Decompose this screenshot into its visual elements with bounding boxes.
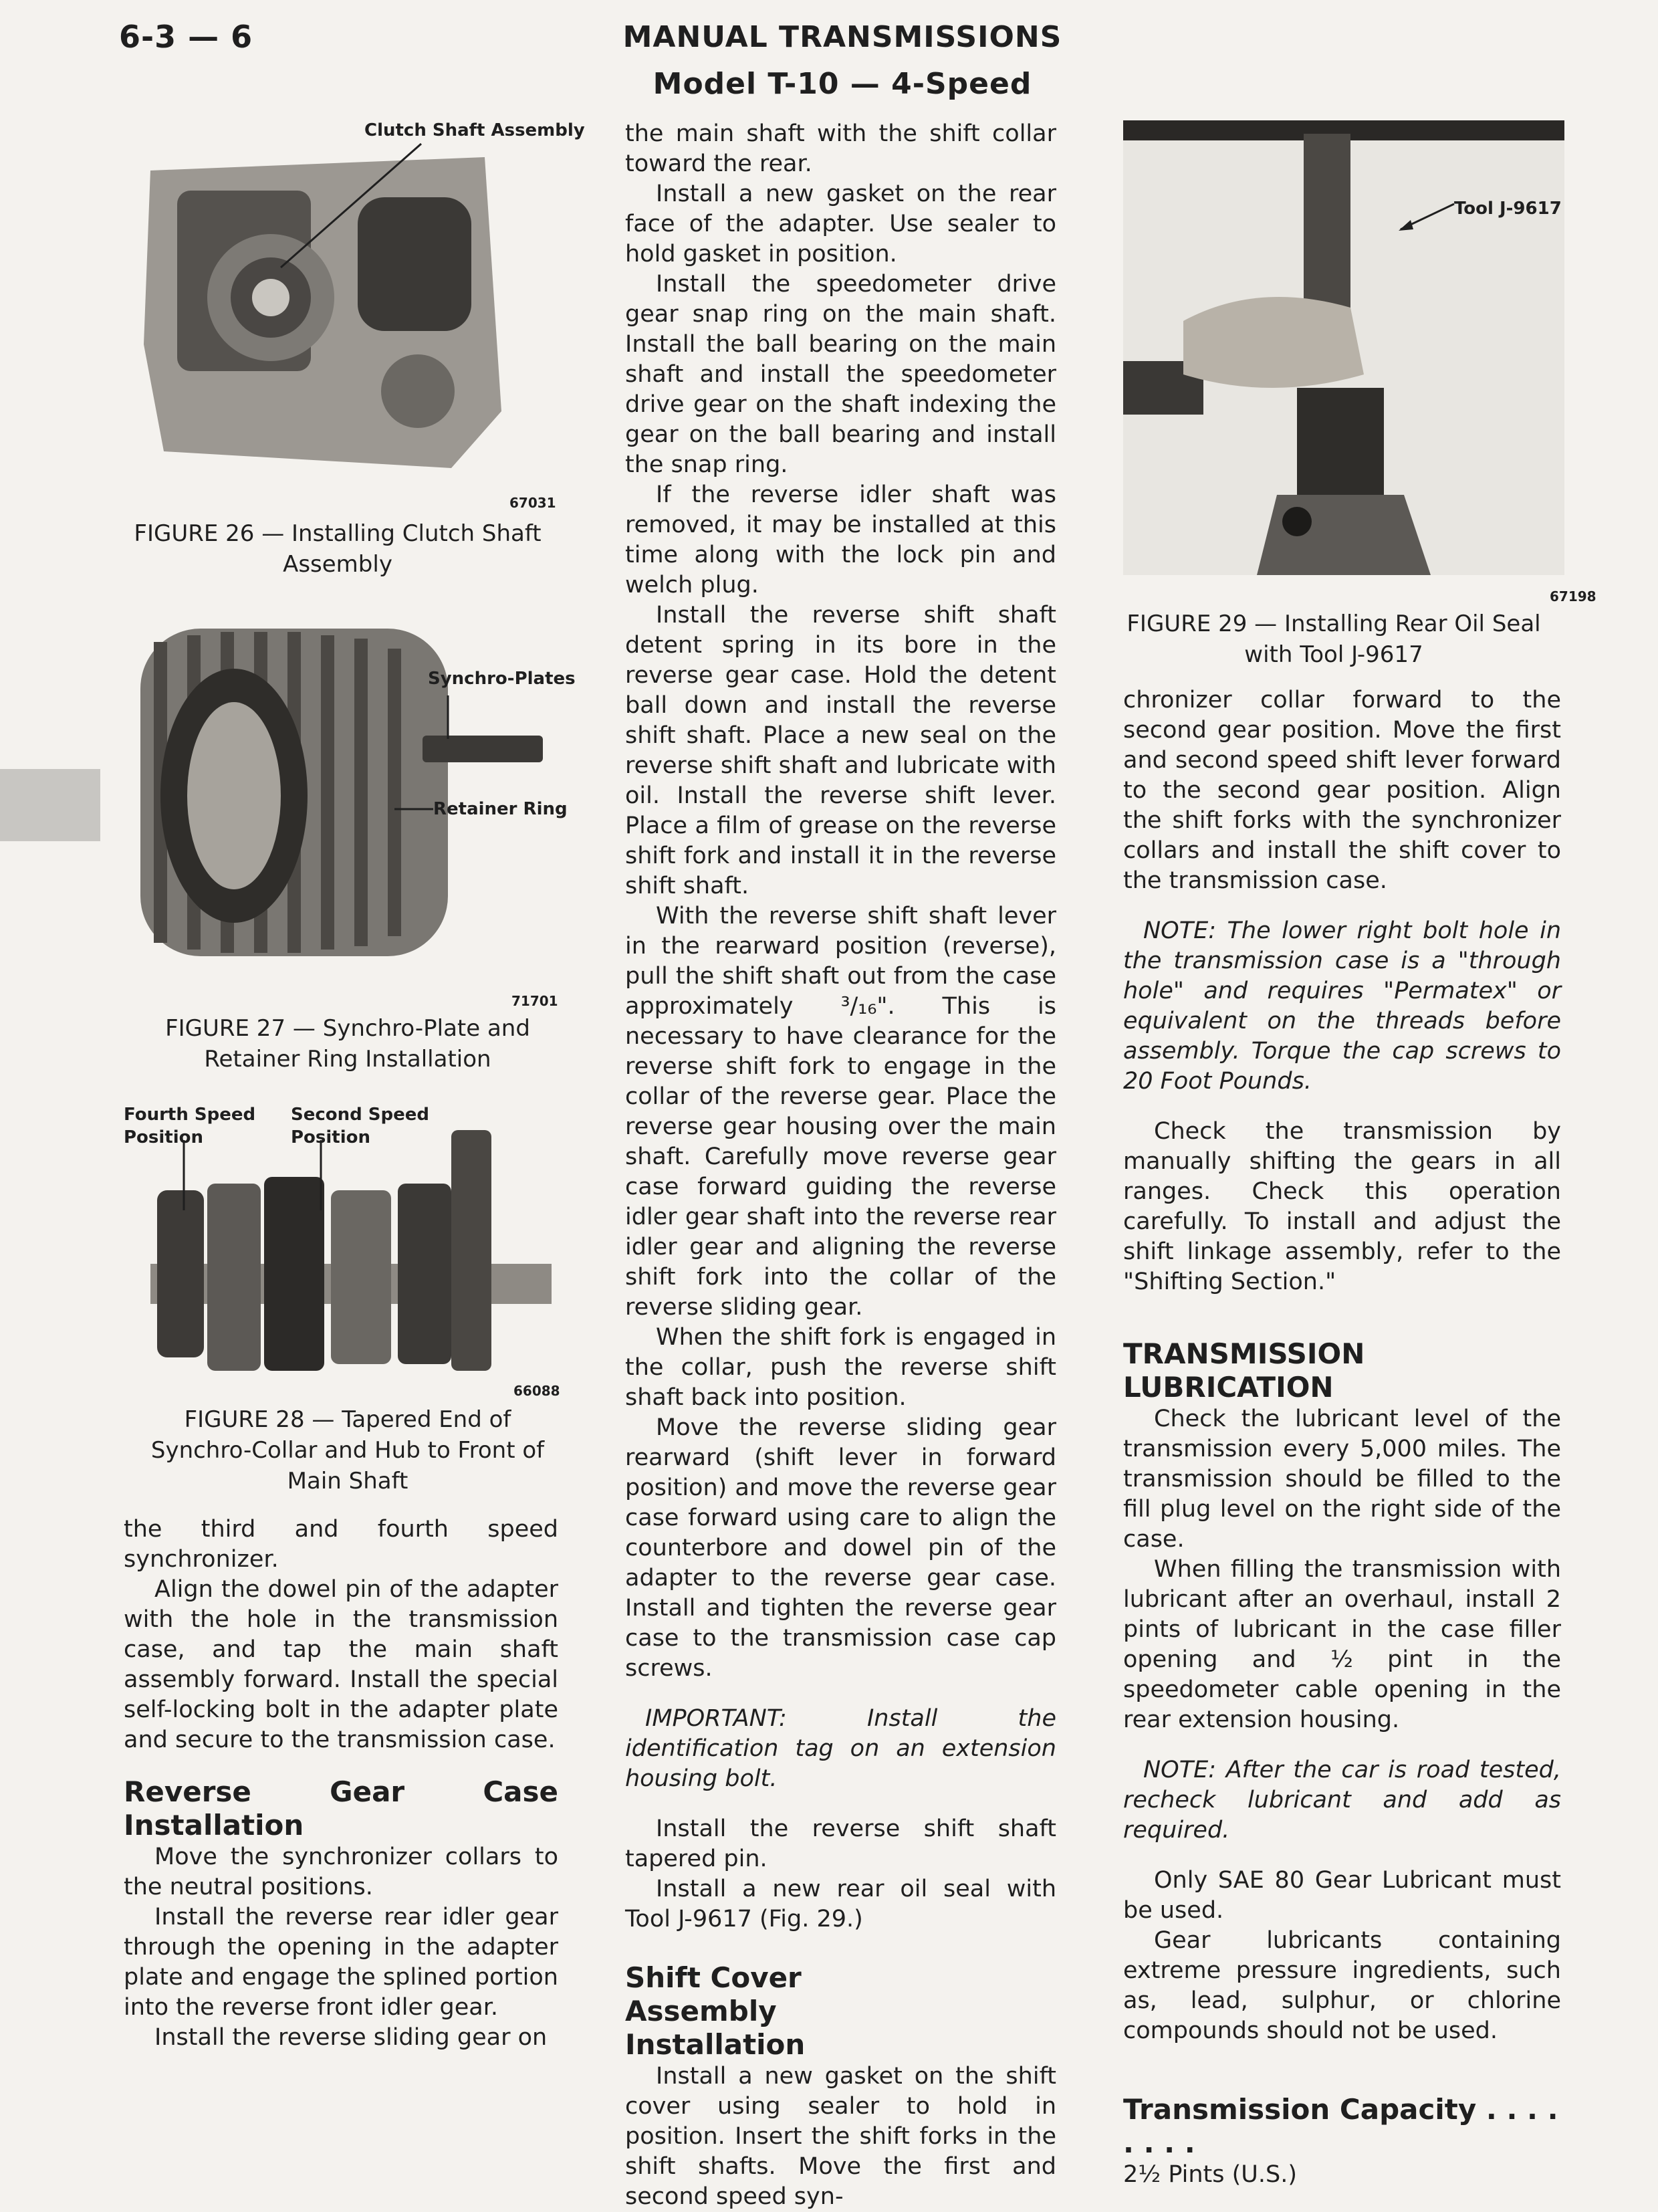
- middle-paragraph-6: With the reverse shift shaft lever in the rearward position (reverse), pull the shift shaft out from the case approximately ³/₁₆". This is necessary to have clearance for the reverse shift fork to engage in the collar of the reverse gear. Place the reverse gear housing over the main shaft. Carefully move reverse gear case forward guiding the reverse idler gear shaft into the reverse rear idler gear and aligning the reverse shift fork into the collar of the reverse sliding gear.: [625, 903, 1056, 1321]
- right-paragraph-3: Check the lubricant level of the transmission every 5,000 miles. The transmission should be filled to the fill plug level on the right side of the case.: [1123, 1406, 1561, 1553]
- reverse-gear-heading: Reverse Gear Case Installation: [124, 1775, 558, 1842]
- fig26-number: 67031: [509, 495, 556, 511]
- middle-paragraph-7: When the shift fork is engaged in the collar, push the reverse shift shaft back into position.: [625, 1324, 1056, 1411]
- fig27-leader-lines: [394, 692, 461, 819]
- fig29-leader-line: [1397, 197, 1457, 237]
- fig26-label-clutch-shaft: Clutch Shaft Assembly: [364, 120, 585, 140]
- middle-paragraph-11: Install a new gasket on the shift cover using sealer to hold in position. Insert the shift forks in the shift shafts. Move the first and second speed syn-: [625, 2063, 1056, 2210]
- fig29-caption: FIGURE 29 — Installing Rear Oil Seal with Tool J-9617: [1127, 611, 1541, 668]
- right-column: [1123, 685, 1561, 2190]
- right-paragraph-4: When filling the transmission with lubricant after an overhaul, install 2 pints of lubricant in the case filler opening and ½ pint in the speedometer cable opening in the rear extension housing.: [1123, 1556, 1561, 1733]
- rear-oil-seal-photo: [1123, 120, 1564, 575]
- capacity-heading: Transmission Capacity . . . . . . . .: [1123, 2093, 1558, 2159]
- important-note: IMPORTANT: Install the identification tag on an extension housing bolt.: [625, 1705, 1056, 1792]
- synchro-plate-photo: [114, 602, 555, 976]
- fig26-caption: FIGURE 26 — Installing Clutch Shaft Assembly: [134, 520, 542, 578]
- right-paragraph-2: Check the transmission by manually shifting the gears in all ranges. Check this operation carefully. To install and adjust the shift linkage assembly, refer to the "Shifting Section.": [1123, 1118, 1561, 1295]
- middle-paragraph-5: Install the reverse shift shaft detent spring in its bore in the reverse gear case. Hold the detent ball down and install the reverse shift shaft. Place a new seal on the reverse shift shaft and lubricate with oil. Install the reverse shift lever. Place a film of grease on the reverse shift fork and install it in the reverse shift shaft.: [625, 602, 1056, 899]
- fig28-label-second-speed: Second Speed Position: [291, 1105, 430, 1147]
- middle-paragraph-9: Install the reverse shift shaft tapered pin.: [625, 1815, 1056, 1872]
- left-paragraph-5: Install the reverse sliding gear on: [154, 2024, 548, 2051]
- left-column: [124, 1515, 558, 2053]
- page-title: MANUAL TRANSMISSIONS: [622, 20, 1062, 54]
- fig27-label-retainer-ring: Retainer Ring: [433, 799, 568, 819]
- capacity-value: 2½ Pints (U.S.): [1123, 2161, 1298, 2188]
- left-paragraph-4: Install the reverse rear idler gear through the opening in the adapter plate and engage the splined portion into the reverse front idler gear.: [124, 1904, 558, 2021]
- note-road-tested: NOTE: After the car is road tested, recheck lubricant and add as required.: [1123, 1757, 1561, 1844]
- fig26-leader-line: [267, 140, 441, 274]
- fig28-label-fourth-speed: Fourth Speed Position: [124, 1105, 256, 1147]
- section-edge-tab: [0, 769, 100, 841]
- left-paragraph-3: Move the synchronizer collars to the neutral positions.: [124, 1844, 558, 1900]
- middle-paragraph-10: Install a new rear oil seal with Tool J-9617 (Fig. 29.): [625, 1876, 1056, 1932]
- fig27-caption: FIGURE 27 — Synchro-Plate and Retainer Ring Installation: [165, 1015, 530, 1073]
- fig29-number: 67198: [1550, 588, 1596, 604]
- right-paragraph-6: Gear lubricants containing extreme pressure ingredients, such as, lead, sulphur, or chlorine compounds should not be used.: [1123, 1927, 1561, 2044]
- page-subtitle: Model T-10 — 4-Speed: [653, 67, 1032, 101]
- fig29-label-tool: Tool J-9617: [1454, 199, 1562, 219]
- middle-paragraph-4: If the reverse idler shaft was removed, it may be installed at this time along with the lock pin and welch plug.: [625, 481, 1056, 598]
- page-number: 6-3 — 6: [119, 19, 253, 55]
- left-paragraph-2: Align the dowel pin of the adapter with the hole in the transmission case, and tap the main shaft assembly forward. Install the special self-locking bolt in the adapter plate and secure to the transmission case.: [124, 1576, 558, 1753]
- middle-paragraph-8: Move the reverse sliding gear rearward (shift lever in forward position) and move the reverse gear case forward using care to align the counterbore and dowel pin of the adapter to the reverse gear case. Install and tighten the reverse gear case to the transmission case cap screws.: [625, 1414, 1056, 1682]
- shift-cover-heading: Shift Cover Assembly Installation: [625, 1961, 806, 2061]
- fig27-label-synchro-plates: Synchro-Plates: [428, 669, 576, 689]
- middle-column: [625, 119, 1056, 2212]
- middle-paragraph-1: the main shaft with the shift collar toward the rear.: [625, 120, 1056, 177]
- middle-paragraph-2: Install a new gasket on the rear face of the adapter. Use sealer to hold gasket in position.: [625, 181, 1056, 267]
- right-paragraph-1: chronizer collar forward to the second gear position. Move the first and second speed shift lever forward to the second gear position. Align the shift forks with the synchronizer collars and install the shift cover to the transmission case.: [1123, 687, 1561, 894]
- note-bolt-hole: NOTE: The lower right bolt hole in the transmission case is a "through hole" and requires "Permatex" or equivalent on the threads before assembly. Torque the cap screws to 20 Foot Pounds.: [1123, 917, 1561, 1095]
- right-paragraph-5: Only SAE 80 Gear Lubricant must be used.: [1123, 1867, 1561, 1924]
- middle-paragraph-3: Install the speedometer drive gear snap ring on the main shaft. Install the ball bearing on the main shaft and install the speedometer drive gear on the shaft indexing the gear on the ball bearing and install the snap ring.: [625, 271, 1056, 478]
- lubrication-heading: TRANSMISSION LUBRICATION: [1123, 1337, 1365, 1404]
- fig28-leader-lines: [170, 1137, 344, 1217]
- fig28-caption: FIGURE 28 — Tapered End of Synchro-Collar and Hub to Front of Main Shaft: [150, 1406, 545, 1495]
- fig27-number: 71701: [511, 993, 558, 1009]
- fig28-number: 66088: [513, 1383, 560, 1399]
- left-paragraph-1: the third and fourth speed synchronizer.: [124, 1516, 558, 1573]
